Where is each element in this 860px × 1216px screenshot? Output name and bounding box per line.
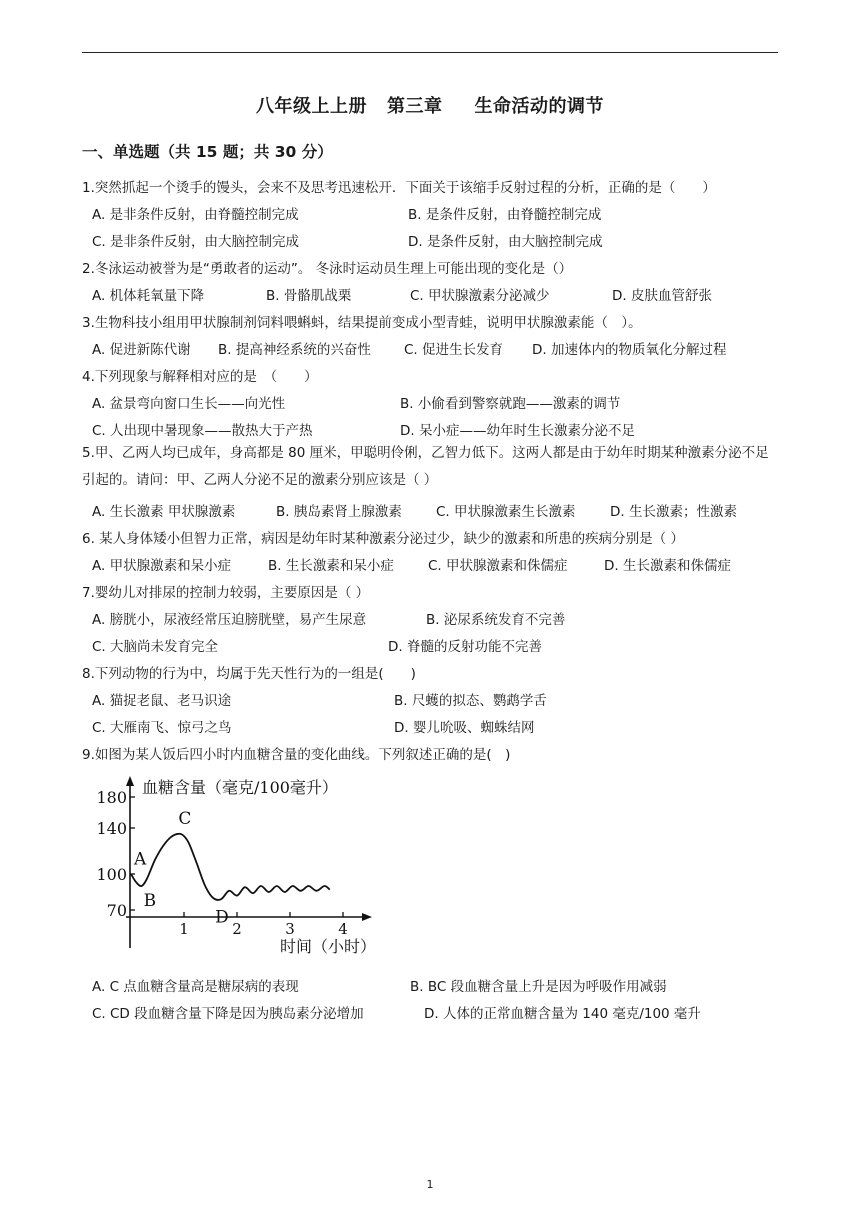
- question-3-option-a[interactable]: A. 促进新陈代谢: [92, 342, 191, 358]
- question-1-option-d[interactable]: D. 是条件反射，由大脑控制完成: [408, 234, 603, 250]
- title-chapter: 第三章: [387, 96, 443, 117]
- question-6-stem: 6. 某人身体矮小但智力正常，病因是幼年时某种激素分泌过少，缺少的激素和所患的疾病分别是（ ）: [82, 531, 684, 547]
- question-8-option-b[interactable]: B. 尺蠖的拟态、鹦鹉学舌: [394, 693, 547, 709]
- x-tick-label-2: 2: [232, 920, 242, 938]
- question-7-stem: 7.婴幼儿对排尿的控制力较弱，主要原因是（ ）: [82, 585, 370, 601]
- point-label-c: C: [178, 808, 192, 829]
- question-3-stem: 3.生物科技小组用甲状腺制剂饲料喂蝌蚪，结果提前变成小型青蛙，说明甲状腺激素能（ ）。: [82, 315, 642, 331]
- y-tick-label-140: 140: [96, 819, 127, 838]
- x-tick-label-4: 4: [338, 920, 348, 938]
- question-2-option-c[interactable]: C. 甲状腺激素分泌减少: [410, 288, 550, 304]
- section-title: 一、单选题（共 15 题；共 30 分）: [82, 143, 333, 161]
- question-2-option-d[interactable]: D. 皮肤血管舒张: [612, 288, 712, 304]
- question-6-option-c[interactable]: C. 甲状腺激素和侏儒症: [428, 558, 568, 574]
- question-4-stem: 4.下列现象与解释相对应的是 （ ）: [82, 369, 318, 385]
- point-label-group: [133, 809, 229, 928]
- header-rule: [82, 52, 778, 53]
- question-5-option-a[interactable]: A. 生长激素 甲状腺激素: [92, 504, 236, 520]
- y-axis-arrow: [126, 776, 134, 786]
- title-grade: 八年级上上册: [256, 96, 367, 117]
- x-tick-label-3: 3: [285, 920, 295, 938]
- question-9-stem: 9.如图为某人饭后四小时内血糖含量的变化曲线。下列叙述正确的是( ): [82, 747, 511, 763]
- page-title: [0, 92, 860, 118]
- point-label-b: B: [143, 891, 157, 911]
- x-tick-label-1: 1: [179, 920, 189, 938]
- question-3-option-c[interactable]: C. 促进生长发育: [404, 342, 504, 358]
- question-9-option-b[interactable]: B. BC 段血糖含量上升是因为呼吸作用减弱: [410, 979, 667, 995]
- question-4-option-d[interactable]: D. 呆小症——幼年时生长激素分泌不足: [400, 423, 635, 439]
- question-2-stem: 2.冬泳运动被誉为是“勇敢者的运动”。 冬泳时运动员生理上可能出现的变化是（）: [82, 261, 573, 277]
- question-3-option-b[interactable]: B. 提高神经系统的兴奋性: [218, 342, 371, 358]
- x-axis-arrow: [362, 913, 372, 921]
- question-1-option-c[interactable]: C. 是非条件反射，由大脑控制完成: [92, 234, 300, 250]
- page-number: 1: [426, 1178, 434, 1191]
- y-tick-label-180: 180: [96, 788, 127, 807]
- question-6-option-b[interactable]: B. 生长激素和呆小症: [268, 558, 394, 574]
- question-6-option-d[interactable]: D. 生长激素和侏儒症: [604, 558, 731, 574]
- question-1-option-b[interactable]: B. 是条件反射，由脊髓控制完成: [408, 207, 602, 223]
- question-3-option-d[interactable]: D. 加速体内的物质氧化分解过程: [532, 342, 727, 358]
- question-4-option-a[interactable]: A. 盆景弯向窗口生长——向光性: [92, 396, 286, 412]
- y-tick-label-70: 70: [106, 901, 127, 920]
- question-8-option-c[interactable]: C. 大雁南飞、惊弓之鸟: [92, 720, 232, 736]
- x-axis-label: 时间（小时）: [280, 937, 377, 956]
- point-label-d: D: [215, 907, 229, 928]
- chart-title: 血糖含量（毫克/100毫升）: [142, 778, 338, 797]
- question-7-option-b[interactable]: B. 泌尿系统发育不完善: [426, 612, 566, 628]
- point-label-a: A: [134, 849, 147, 870]
- question-5-option-d[interactable]: D. 生长激素；性激素: [610, 504, 737, 520]
- question-4-option-b[interactable]: B. 小偷看到警察就跑——激素的调节: [400, 396, 621, 412]
- y-tick-label-100: 100: [96, 865, 127, 884]
- blood-sugar-chart: [90, 770, 410, 960]
- question-5-option-c[interactable]: C. 甲状腺激素生长激素: [436, 504, 576, 520]
- question-9-option-a[interactable]: A. C 点血糖含量高是糖尿病的表现: [92, 979, 299, 995]
- question-6-option-a[interactable]: A. 甲状腺激素和呆小症: [92, 558, 232, 574]
- question-8-stem: 8.下列动物的行为中，均属于先天性行为的一组是( ): [82, 666, 416, 682]
- question-7-option-c[interactable]: C. 大脑尚未发育完全: [92, 639, 219, 655]
- question-9-option-c[interactable]: C. CD 段血糖含量下降是因为胰岛素分泌增加: [92, 1006, 364, 1022]
- question-7-option-a[interactable]: A. 膀胱小，尿液经常压迫膀胱壁，易产生尿意: [92, 612, 367, 628]
- x-tick-group: [179, 912, 348, 938]
- question-7-option-d[interactable]: D. 脊髓的反射功能不完善: [388, 639, 542, 655]
- question-4-option-c[interactable]: C. 人出现中暑现象——散热大于产热: [92, 423, 313, 439]
- question-5-option-b[interactable]: B. 胰岛素肾上腺激素: [276, 504, 402, 520]
- question-8-option-a[interactable]: A. 猫捉老鼠、老马识途: [92, 693, 232, 709]
- blood-sugar-curve: [131, 834, 330, 900]
- question-1-stem: 1.突然抓起一个烫手的馒头，会来不及思考迅速松开．下面关于该缩手反射过程的分析，正确的是（ ）: [82, 180, 716, 196]
- title-topic: 生命活动的调节: [474, 96, 604, 117]
- question-2-option-b[interactable]: B. 骨骼肌战栗: [266, 288, 352, 304]
- question-5-stem: 5.甲、乙两人均已成年，身高都是 80 厘米，甲聪明伶俐，乙智力低下。这两人都是由于幼年时期某种激素分泌不足引起的。请问：甲、乙两人分泌不足的激素分别应该是（ ）: [82, 445, 769, 488]
- question-1-option-a[interactable]: A. 是非条件反射，由脊髓控制完成: [92, 207, 299, 223]
- question-9-option-d[interactable]: D. 人体的正常血糖含量为 140 毫克/100 毫升: [424, 1006, 701, 1022]
- question-8-option-d[interactable]: D. 婴儿吮吸、蜘蛛结网: [394, 720, 535, 736]
- question-2-option-a[interactable]: A. 机体耗氧量下降: [92, 288, 205, 304]
